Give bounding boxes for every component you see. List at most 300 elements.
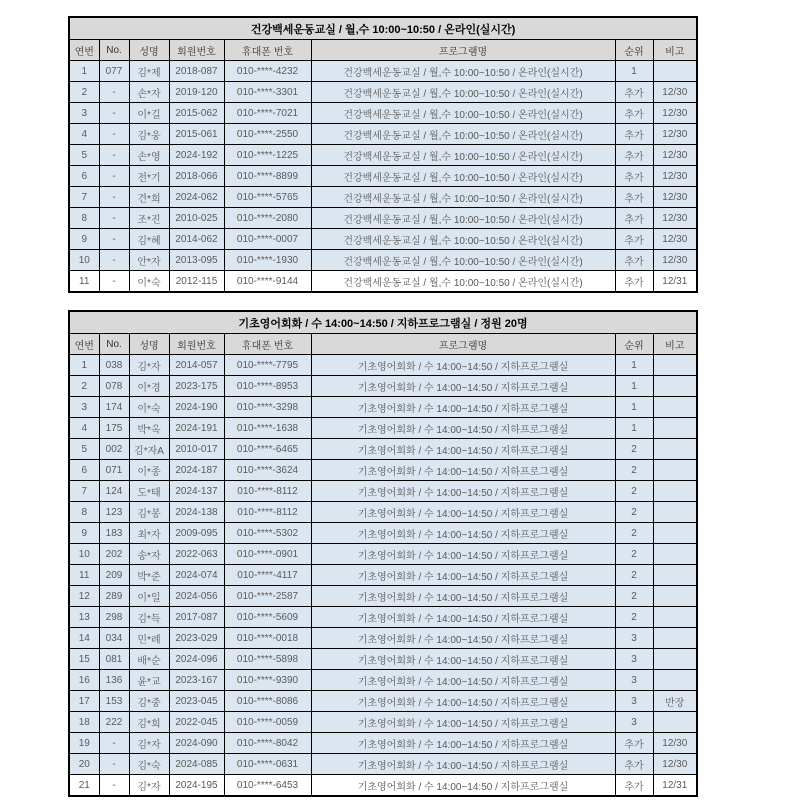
cell-program: 기초영어회화 / 수 14:00~14:50 / 지하프로그램실 <box>311 691 615 712</box>
cell-num: 11 <box>69 565 99 586</box>
cell-no: - <box>99 271 129 293</box>
cell-note <box>653 523 697 544</box>
cell-program: 기초영어회화 / 수 14:00~14:50 / 지하프로그램실 <box>311 439 615 460</box>
cell-program: 건강백세운동교실 / 월,수 10:00~10:50 / 온라인(실시간) <box>311 250 615 271</box>
table-row <box>69 187 697 208</box>
table-row <box>69 586 697 607</box>
cell-name: 김*웅 <box>129 124 169 145</box>
cell-num: 12 <box>69 586 99 607</box>
cell-num: 2 <box>69 82 99 103</box>
cell-name: 도*태 <box>129 481 169 502</box>
cell-note: 12/31 <box>653 775 697 797</box>
cell-member-id: 2024-062 <box>169 187 224 208</box>
cell-name: 김*숙 <box>129 754 169 775</box>
cell-num: 20 <box>69 754 99 775</box>
cell-num: 13 <box>69 607 99 628</box>
cell-name: 견*희 <box>129 187 169 208</box>
column-header-name: 성명 <box>129 40 169 61</box>
cell-phone: 010-****-9390 <box>224 670 311 691</box>
table-title: 기초영어회화 / 수 14:00~14:50 / 지하프로그램실 / 정원 20명 <box>69 311 697 334</box>
cell-note <box>653 61 697 82</box>
cell-num: 15 <box>69 649 99 670</box>
cell-member-id: 2018-087 <box>169 61 224 82</box>
cell-member-id: 2018-066 <box>169 166 224 187</box>
cell-phone: 010-****-1225 <box>224 145 311 166</box>
cell-program: 기초영어회화 / 수 14:00~14:50 / 지하프로그램실 <box>311 418 615 439</box>
cell-rank: 2 <box>615 460 653 481</box>
cell-name: 조*진 <box>129 208 169 229</box>
cell-phone: 010-****-7021 <box>224 103 311 124</box>
table-title-row <box>69 311 697 334</box>
cell-program: 기초영어회화 / 수 14:00~14:50 / 지하프로그램실 <box>311 355 615 376</box>
cell-name: 박*준 <box>129 565 169 586</box>
cell-program: 건강백세운동교실 / 월,수 10:00~10:50 / 온라인(실시간) <box>311 124 615 145</box>
table-row <box>69 229 697 250</box>
cell-no: 071 <box>99 460 129 481</box>
column-header-member-id: 회원번호 <box>169 334 224 355</box>
table-row <box>69 124 697 145</box>
table-row <box>69 565 697 586</box>
cell-rank: 3 <box>615 628 653 649</box>
cell-no: 209 <box>99 565 129 586</box>
cell-member-id: 2024-085 <box>169 754 224 775</box>
cell-num: 7 <box>69 187 99 208</box>
cell-name: 김*득 <box>129 607 169 628</box>
cell-member-id: 2024-090 <box>169 733 224 754</box>
cell-name: 김*제 <box>129 61 169 82</box>
cell-phone: 010-****-2550 <box>224 124 311 145</box>
column-header-rank: 순위 <box>615 40 653 61</box>
cell-num: 18 <box>69 712 99 733</box>
cell-num: 2 <box>69 376 99 397</box>
table-row <box>69 733 697 754</box>
cell-member-id: 2024-074 <box>169 565 224 586</box>
table-row <box>69 103 697 124</box>
cell-name: 이*일 <box>129 586 169 607</box>
cell-num: 21 <box>69 775 99 797</box>
cell-rank: 2 <box>615 607 653 628</box>
cell-name: 손*영 <box>129 145 169 166</box>
cell-member-id: 2024-192 <box>169 145 224 166</box>
cell-no: 077 <box>99 61 129 82</box>
cell-phone: 010-****-4117 <box>224 565 311 586</box>
cell-no: - <box>99 250 129 271</box>
cell-name: 김*희 <box>129 712 169 733</box>
table-row <box>69 523 697 544</box>
cell-phone: 010-****-0059 <box>224 712 311 733</box>
cell-phone: 010-****-5898 <box>224 649 311 670</box>
table-row <box>69 61 697 82</box>
cell-name: 김*자 <box>129 733 169 754</box>
table-row <box>69 607 697 628</box>
cell-program: 기초영어회화 / 수 14:00~14:50 / 지하프로그램실 <box>311 397 615 418</box>
cell-name: 최*자 <box>129 523 169 544</box>
cell-num: 19 <box>69 733 99 754</box>
cell-num: 5 <box>69 439 99 460</box>
cell-name: 송*자 <box>129 544 169 565</box>
table-row <box>69 775 697 797</box>
cell-note <box>653 376 697 397</box>
cell-phone: 010-****-8112 <box>224 481 311 502</box>
cell-note <box>653 481 697 502</box>
cell-phone: 010-****-4232 <box>224 61 311 82</box>
cell-no: 174 <box>99 397 129 418</box>
cell-name: 이*경 <box>129 376 169 397</box>
cell-no: 298 <box>99 607 129 628</box>
table-title: 건강백세운동교실 / 월,수 10:00~10:50 / 온라인(실시간) <box>69 17 697 40</box>
cell-note <box>653 418 697 439</box>
cell-num: 6 <box>69 166 99 187</box>
cell-no: 124 <box>99 481 129 502</box>
cell-program: 기초영어회화 / 수 14:00~14:50 / 지하프로그램실 <box>311 460 615 481</box>
cell-rank: 추가 <box>615 733 653 754</box>
cell-num: 11 <box>69 271 99 293</box>
column-header-num: 연번 <box>69 40 99 61</box>
cell-num: 14 <box>69 628 99 649</box>
cell-no: 034 <box>99 628 129 649</box>
cell-note <box>653 355 697 376</box>
cell-num: 6 <box>69 460 99 481</box>
cell-note: 12/30 <box>653 250 697 271</box>
table-row <box>69 208 697 229</box>
cell-rank: 추가 <box>615 166 653 187</box>
cell-program: 건강백세운동교실 / 월,수 10:00~10:50 / 온라인(실시간) <box>311 208 615 229</box>
cell-member-id: 2014-057 <box>169 355 224 376</box>
table-row <box>69 439 697 460</box>
cell-rank: 2 <box>615 439 653 460</box>
cell-member-id: 2024-187 <box>169 460 224 481</box>
cell-program: 기초영어회화 / 수 14:00~14:50 / 지하프로그램실 <box>311 733 615 754</box>
cell-phone: 010-****-0007 <box>224 229 311 250</box>
table-row <box>69 82 697 103</box>
cell-note <box>653 544 697 565</box>
cell-rank: 추가 <box>615 103 653 124</box>
table-row <box>69 670 697 691</box>
column-header-member-id: 회원번호 <box>169 40 224 61</box>
cell-program: 기초영어회화 / 수 14:00~14:50 / 지하프로그램실 <box>311 586 615 607</box>
cell-rank: 1 <box>615 355 653 376</box>
cell-name: 이*숙 <box>129 271 169 293</box>
cell-no: 183 <box>99 523 129 544</box>
cell-no: 038 <box>99 355 129 376</box>
cell-rank: 2 <box>615 523 653 544</box>
cell-program: 건강백세운동교실 / 월,수 10:00~10:50 / 온라인(실시간) <box>311 82 615 103</box>
cell-member-id: 2015-061 <box>169 124 224 145</box>
column-header-row <box>69 334 697 355</box>
cell-no: 153 <box>99 691 129 712</box>
cell-no: 078 <box>99 376 129 397</box>
cell-phone: 010-****-8953 <box>224 376 311 397</box>
cell-phone: 010-****-1638 <box>224 418 311 439</box>
column-header-program: 프로그램명 <box>311 334 615 355</box>
cell-no: 175 <box>99 418 129 439</box>
cell-phone: 010-****-0631 <box>224 754 311 775</box>
cell-note: 12/30 <box>653 82 697 103</box>
cell-member-id: 2010-017 <box>169 439 224 460</box>
cell-program: 기초영어회화 / 수 14:00~14:50 / 지하프로그램실 <box>311 502 615 523</box>
column-header-program: 프로그램명 <box>311 40 615 61</box>
cell-note <box>653 670 697 691</box>
cell-note: 12/30 <box>653 733 697 754</box>
cell-rank: 추가 <box>615 754 653 775</box>
cell-num: 4 <box>69 418 99 439</box>
cell-program: 건강백세운동교실 / 월,수 10:00~10:50 / 온라인(실시간) <box>311 103 615 124</box>
cell-member-id: 2019-120 <box>169 82 224 103</box>
cell-program: 기초영어회화 / 수 14:00~14:50 / 지하프로그램실 <box>311 649 615 670</box>
cell-name: 김*중 <box>129 691 169 712</box>
cell-note <box>653 460 697 481</box>
cell-rank: 3 <box>615 691 653 712</box>
cell-program: 건강백세운동교실 / 월,수 10:00~10:50 / 온라인(실시간) <box>311 166 615 187</box>
cell-member-id: 2024-096 <box>169 649 224 670</box>
cell-rank: 3 <box>615 670 653 691</box>
cell-note: 12/30 <box>653 208 697 229</box>
cell-phone: 010-****-8042 <box>224 733 311 754</box>
cell-no: - <box>99 733 129 754</box>
cell-phone: 010-****-3301 <box>224 82 311 103</box>
cell-num: 16 <box>69 670 99 691</box>
table-row <box>69 397 697 418</box>
table-row <box>69 691 697 712</box>
cell-note: 12/30 <box>653 103 697 124</box>
cell-rank: 2 <box>615 565 653 586</box>
table-row <box>69 544 697 565</box>
cell-program: 기초영어회화 / 수 14:00~14:50 / 지하프로그램실 <box>311 670 615 691</box>
cell-rank: 추가 <box>615 229 653 250</box>
cell-num: 10 <box>69 250 99 271</box>
column-header-phone: 휴대폰 번호 <box>224 334 311 355</box>
cell-member-id: 2024-137 <box>169 481 224 502</box>
cell-num: 7 <box>69 481 99 502</box>
cell-member-id: 2023-167 <box>169 670 224 691</box>
table-title-row <box>69 17 697 40</box>
cell-rank: 1 <box>615 418 653 439</box>
cell-phone: 010-****-2080 <box>224 208 311 229</box>
cell-member-id: 2017-087 <box>169 607 224 628</box>
cell-member-id: 2024-056 <box>169 586 224 607</box>
cell-num: 8 <box>69 502 99 523</box>
table-row <box>69 166 697 187</box>
cell-phone: 010-****-7795 <box>224 355 311 376</box>
cell-phone: 010-****-3624 <box>224 460 311 481</box>
cell-rank: 2 <box>615 544 653 565</box>
cell-program: 기초영어회화 / 수 14:00~14:50 / 지하프로그램실 <box>311 481 615 502</box>
column-header-num: 연번 <box>69 334 99 355</box>
table-row <box>69 712 697 733</box>
cell-no: - <box>99 124 129 145</box>
cell-no: - <box>99 145 129 166</box>
cell-member-id: 2023-175 <box>169 376 224 397</box>
cell-no: 202 <box>99 544 129 565</box>
cell-rank: 3 <box>615 649 653 670</box>
cell-phone: 010-****-8112 <box>224 502 311 523</box>
cell-member-id: 2012-115 <box>169 271 224 293</box>
table-row <box>69 649 697 670</box>
roster-table-health-class <box>68 16 698 293</box>
cell-rank: 1 <box>615 61 653 82</box>
cell-phone: 010-****-8899 <box>224 166 311 187</box>
cell-program: 건강백세운동교실 / 월,수 10:00~10:50 / 온라인(실시간) <box>311 61 615 82</box>
cell-rank: 추가 <box>615 271 653 293</box>
cell-program: 기초영어회화 / 수 14:00~14:50 / 지하프로그램실 <box>311 754 615 775</box>
cell-program: 기초영어회화 / 수 14:00~14:50 / 지하프로그램실 <box>311 628 615 649</box>
cell-name: 윤*교 <box>129 670 169 691</box>
column-header-note: 비고 <box>653 334 697 355</box>
cell-note <box>653 586 697 607</box>
cell-phone: 010-****-5302 <box>224 523 311 544</box>
column-header-phone: 휴대폰 번호 <box>224 40 311 61</box>
table-row <box>69 376 697 397</box>
table-row <box>69 628 697 649</box>
column-header-name: 성명 <box>129 334 169 355</box>
cell-no: - <box>99 166 129 187</box>
cell-no: 222 <box>99 712 129 733</box>
cell-num: 1 <box>69 355 99 376</box>
table-row <box>69 754 697 775</box>
cell-member-id: 2014-062 <box>169 229 224 250</box>
cell-program: 기초영어회화 / 수 14:00~14:50 / 지하프로그램실 <box>311 565 615 586</box>
cell-phone: 010-****-0018 <box>224 628 311 649</box>
cell-no: - <box>99 775 129 797</box>
cell-rank: 2 <box>615 586 653 607</box>
cell-no: 002 <box>99 439 129 460</box>
cell-no: - <box>99 754 129 775</box>
cell-member-id: 2022-045 <box>169 712 224 733</box>
cell-phone: 010-****-8086 <box>224 691 311 712</box>
cell-no: 081 <box>99 649 129 670</box>
cell-note: 12/30 <box>653 229 697 250</box>
cell-name: 김*자A <box>129 439 169 460</box>
cell-program: 기초영어회화 / 수 14:00~14:50 / 지하프로그램실 <box>311 775 615 797</box>
cell-name: 민*례 <box>129 628 169 649</box>
cell-no: - <box>99 82 129 103</box>
cell-note: 반장 <box>653 691 697 712</box>
cell-note: 12/30 <box>653 754 697 775</box>
cell-program: 기초영어회화 / 수 14:00~14:50 / 지하프로그램실 <box>311 523 615 544</box>
column-header-row <box>69 40 697 61</box>
cell-rank: 추가 <box>615 775 653 797</box>
cell-note <box>653 397 697 418</box>
cell-num: 9 <box>69 523 99 544</box>
cell-phone: 010-****-1930 <box>224 250 311 271</box>
cell-rank: 3 <box>615 712 653 733</box>
cell-member-id: 2024-190 <box>169 397 224 418</box>
cell-note: 12/30 <box>653 166 697 187</box>
cell-num: 3 <box>69 103 99 124</box>
cell-name: 이*숙 <box>129 397 169 418</box>
cell-program: 건강백세운동교실 / 월,수 10:00~10:50 / 온라인(실시간) <box>311 271 615 293</box>
cell-phone: 010-****-6465 <box>224 439 311 460</box>
cell-note: 12/30 <box>653 187 697 208</box>
cell-phone: 010-****-5765 <box>224 187 311 208</box>
cell-phone: 010-****-6453 <box>224 775 311 797</box>
cell-member-id: 2022-063 <box>169 544 224 565</box>
cell-phone: 010-****-3298 <box>224 397 311 418</box>
cell-note <box>653 607 697 628</box>
cell-rank: 1 <box>615 376 653 397</box>
cell-name: 전*기 <box>129 166 169 187</box>
cell-member-id: 2024-195 <box>169 775 224 797</box>
cell-no: - <box>99 187 129 208</box>
cell-program: 건강백세운동교실 / 월,수 10:00~10:50 / 온라인(실시간) <box>311 145 615 166</box>
cell-num: 5 <box>69 145 99 166</box>
cell-name: 박*옥 <box>129 418 169 439</box>
cell-member-id: 2015-062 <box>169 103 224 124</box>
cell-member-id: 2010-025 <box>169 208 224 229</box>
cell-rank: 2 <box>615 481 653 502</box>
column-header-no: No. <box>99 334 129 355</box>
cell-name: 안*자 <box>129 250 169 271</box>
cell-num: 9 <box>69 229 99 250</box>
roster-table-english-class <box>68 310 698 797</box>
cell-rank: 추가 <box>615 82 653 103</box>
column-header-rank: 순위 <box>615 334 653 355</box>
cell-no: 136 <box>99 670 129 691</box>
cell-program: 기초영어회화 / 수 14:00~14:50 / 지하프로그램실 <box>311 607 615 628</box>
cell-no: 123 <box>99 502 129 523</box>
cell-program: 기초영어회화 / 수 14:00~14:50 / 지하프로그램실 <box>311 376 615 397</box>
cell-num: 4 <box>69 124 99 145</box>
cell-note <box>653 628 697 649</box>
cell-name: 김*혜 <box>129 229 169 250</box>
cell-program: 기초영어회화 / 수 14:00~14:50 / 지하프로그램실 <box>311 544 615 565</box>
table-row <box>69 481 697 502</box>
cell-name: 손*자 <box>129 82 169 103</box>
cell-name: 김*자 <box>129 355 169 376</box>
cell-no: - <box>99 229 129 250</box>
cell-no: - <box>99 103 129 124</box>
cell-num: 1 <box>69 61 99 82</box>
cell-note <box>653 439 697 460</box>
cell-phone: 010-****-2587 <box>224 586 311 607</box>
cell-name: 이*길 <box>129 103 169 124</box>
cell-num: 10 <box>69 544 99 565</box>
cell-phone: 010-****-5609 <box>224 607 311 628</box>
cell-member-id: 2009-095 <box>169 523 224 544</box>
table-row <box>69 460 697 481</box>
table-row <box>69 271 697 293</box>
table-row <box>69 418 697 439</box>
cell-note: 12/31 <box>653 271 697 293</box>
cell-rank: 추가 <box>615 187 653 208</box>
table-row <box>69 355 697 376</box>
cell-note <box>653 649 697 670</box>
cell-member-id: 2024-138 <box>169 502 224 523</box>
table-row <box>69 145 697 166</box>
cell-name: 배*순 <box>129 649 169 670</box>
cell-no: 289 <box>99 586 129 607</box>
cell-num: 8 <box>69 208 99 229</box>
cell-rank: 추가 <box>615 145 653 166</box>
column-header-no: No. <box>99 40 129 61</box>
cell-program: 건강백세운동교실 / 월,수 10:00~10:50 / 온라인(실시간) <box>311 229 615 250</box>
cell-program: 기초영어회화 / 수 14:00~14:50 / 지하프로그램실 <box>311 712 615 733</box>
cell-note <box>653 565 697 586</box>
cell-phone: 010-****-9144 <box>224 271 311 293</box>
cell-name: 김*봉 <box>129 502 169 523</box>
cell-num: 3 <box>69 397 99 418</box>
cell-rank: 2 <box>615 502 653 523</box>
cell-rank: 추가 <box>615 124 653 145</box>
cell-rank: 1 <box>615 397 653 418</box>
cell-note <box>653 502 697 523</box>
cell-rank: 추가 <box>615 250 653 271</box>
cell-member-id: 2013-095 <box>169 250 224 271</box>
cell-name: 이*종 <box>129 460 169 481</box>
cell-member-id: 2023-029 <box>169 628 224 649</box>
cell-note: 12/30 <box>653 124 697 145</box>
cell-no: - <box>99 208 129 229</box>
